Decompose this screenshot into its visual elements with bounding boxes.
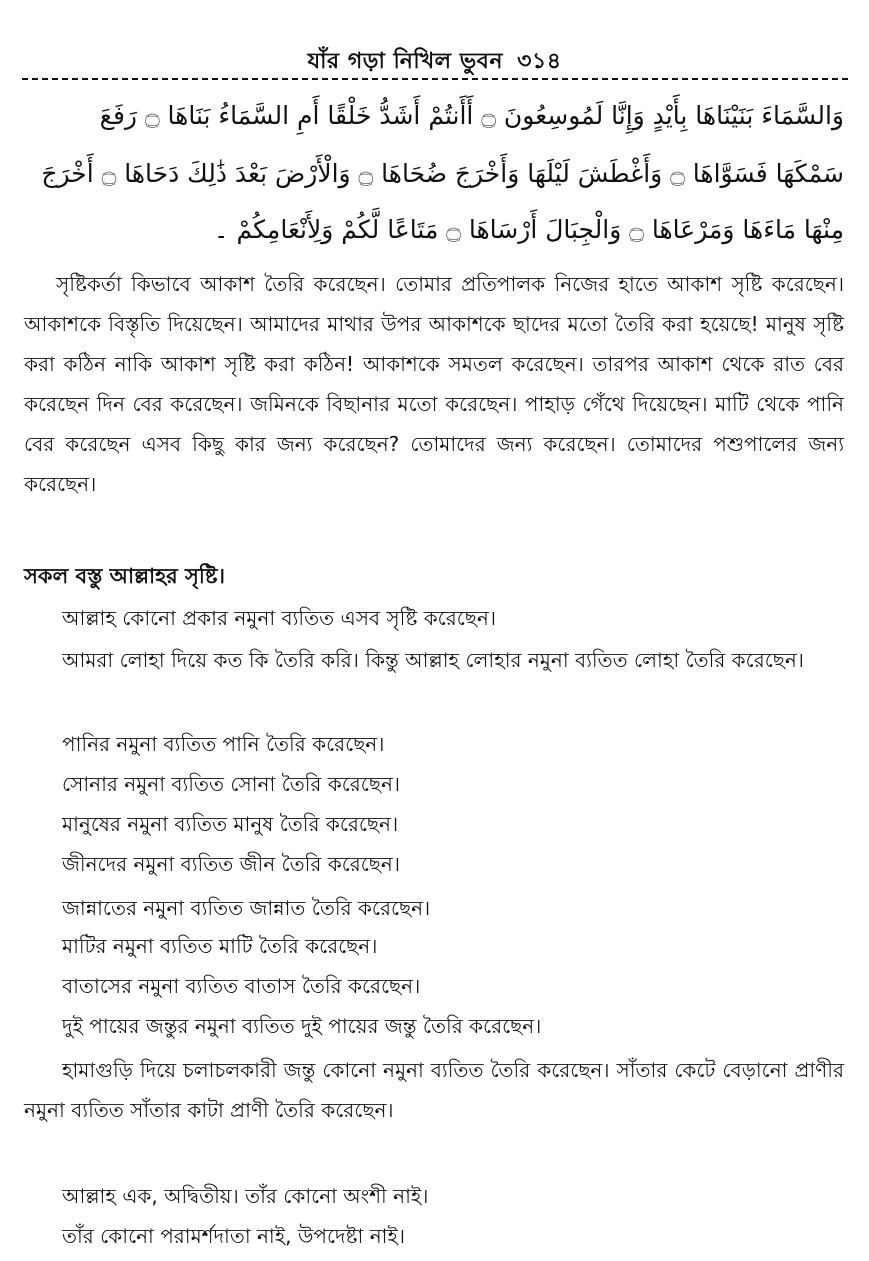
- text-line: তাঁর কোনো পরামর্শদাতা নাই, উপদেষ্টা নাই।: [62, 1224, 405, 1248]
- header-title: যাঁর গড়া নিখিল ভুবন: [307, 49, 503, 74]
- text-line: মানুষের নমুনা ব্যতিত মানুষ তৈরি করেছেন।: [62, 812, 399, 836]
- text-line: জীনদের নমুনা ব্যতিত জীন তৈরি করেছেন।: [62, 852, 400, 876]
- text-line: দুই পায়ের জন্তুর নমুনা ব্যতিত দুই পায়ের জন্তু তৈরি করেছেন।: [62, 1014, 542, 1038]
- text-paragraph-iron: আমরা লোহা দিয়ে কত কি তৈরি করি। কিন্তু আল্লাহ লোহার নমুনা ব্যতিত লোহা তৈরি করেছেন।: [62, 648, 804, 672]
- header-divider: [22, 78, 848, 80]
- text-paragraph-creatures: হামাগুড়ি দিয়ে চলাচলকারী জন্তু কোনো নমুনা ব্যতিত তৈরি করেছেন। সাঁতার কেটে বেড়ানো প্রাণীর নমুনা ব্যতিত সাঁতার কাটা প্রাণী তৈরি করেছেন।: [24, 1058, 844, 1122]
- section-heading: সকল বস্তু আল্লাহর সৃষ্টি।: [24, 564, 226, 588]
- text-line: আল্লাহ এক, অদ্বিতীয়। তাঁর কোনো অংশী নাই।: [62, 1184, 429, 1208]
- arabic-verse-line-2: سَمْكَهَا فَسَوَّاهَا ۝ وَأَغْطَشَ لَيْلَهَا وَأَخْرَجَ ضُحَاهَا ۝ وَالْأَرْضَ بَعْدَ ذَٰلِكَ دَحَاهَا ۝ أَخْرَجَ: [41, 159, 844, 188]
- text-line: জান্নাতের নমুনা ব্যতিত জান্নাত তৈরি করেছেন।: [62, 896, 431, 920]
- text-line: আল্লাহ কোনো প্রকার নমুনা ব্যতিত এসব সৃষ্টি করেছেন।: [62, 606, 496, 630]
- text-line: পানির নমুনা ব্যতিত পানি তৈরি করেছেন।: [62, 732, 385, 756]
- paragraph-sky-creation: সৃষ্টিকর্তা কিভাবে আকাশ তৈরি করেছেন। তোমার প্রতিপালক নিজের হাতে আকাশ সৃষ্টি করেছেন। আকাশকে বিস্তৃতি দিয়েছেন। আমাদের মাথার উপর আকাশকে ছাদের মতো তৈরি করা হয়েছে! মানুষ সৃষ্টি করা কঠিন নাকি আকাশ সৃষ্টি করা কঠিন! আকাশকে সমতল করেছেন। তারপর আকাশ থেকে রাত বের করেছেন দিন বের করেছেন। জমিনকে বিছানার মতো করেছেন। পাহাড় গেঁথে দিয়েছেন। মাটি থেকে পানি বের করেছেন এসব কিছু কার জন্য করেছেন? তোমাদের জন্য করেছেন। তোমাদের পশুপালের জন্য করেছেন।: [24, 272, 844, 496]
- running-header: [0, 44, 869, 81]
- text-line: বাতাসের নমুনা ব্যতিত বাতাস তৈরি করেছেন।: [62, 974, 421, 998]
- arabic-verse-line-1: وَالسَّمَاءَ بَنَيْنَاهَا بِأَيْدٍ وَإِنَّا لَمُوسِعُونَ ۝ أَأَنتُمْ أَشَدُّ خَلْقًا أَمِ السَّمَاءُ بَنَاهَا ۝ رَفَعَ: [99, 101, 844, 130]
- arabic-verse-line-3: مِنْهَا مَاءَهَا وَمَرْعَاهَا ۝ وَالْجِبَالَ أَرْسَاهَا ۝ مَتَاعًا لَّكُمْ وَلِأَنْعَامِكُمْ ۔: [213, 215, 844, 244]
- text-line: সোনার নমুনা ব্যতিত সোনা তৈরি করেছেন।: [62, 772, 401, 796]
- page-number: ৩১৪: [517, 49, 562, 74]
- text-line: মাটির নমুনা ব্যতিত মাটি তৈরি করেছেন।: [62, 934, 378, 958]
